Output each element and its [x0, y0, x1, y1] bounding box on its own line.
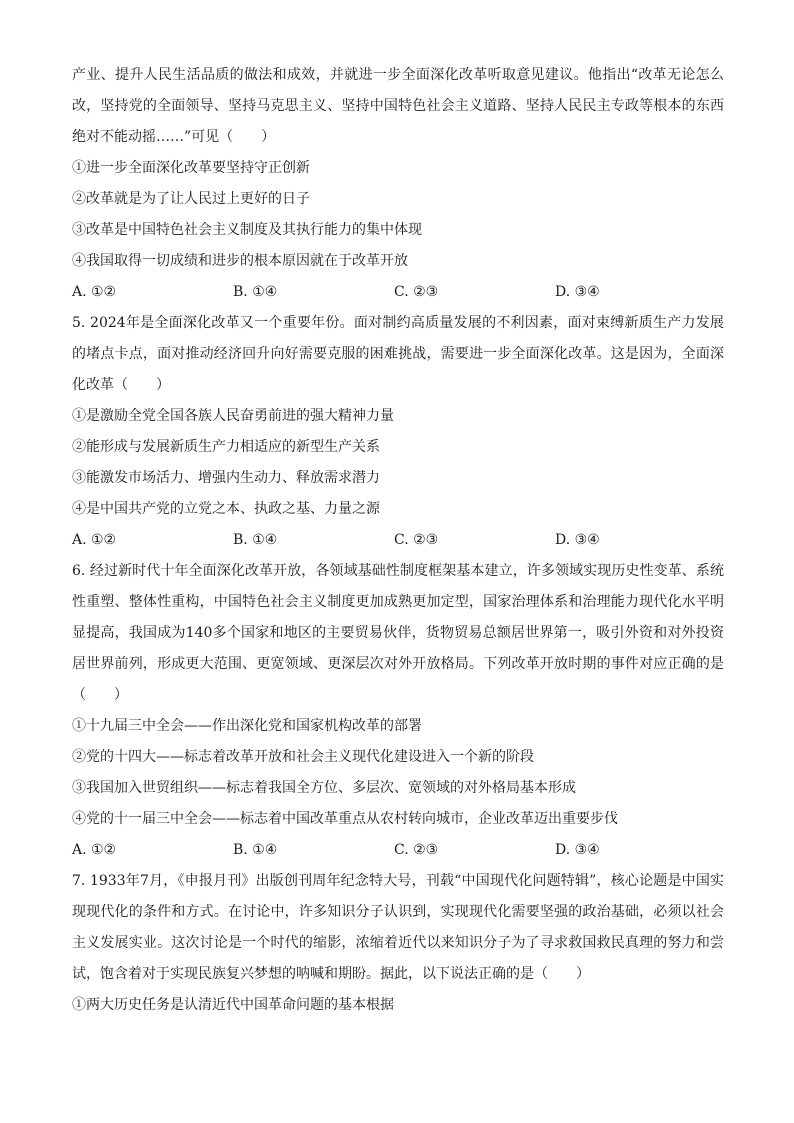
answer-choices: [72, 277, 724, 308]
option-4: ④是中国共产党的立党之本、执政之基、力量之源: [72, 501, 380, 517]
option-3: ③改革是中国特色社会主义制度及其执行能力的集中体现: [72, 222, 422, 238]
choice-d: D. ③④: [555, 532, 600, 548]
option-3: ③能激发市场活力、增强内生动力、释放需求潜力: [72, 470, 380, 486]
question-7: [72, 866, 724, 1021]
question-stem: 6. 经过新时代十年全面深化改革开放，各领域基础性制度框架基本建立，许多领域实现历史性变革、系统性重塑、整体性重构，中国特色社会主义制度更加成熟更加定型，国家治理体系和治理能力现代化水平明显提高，我国成为140多个国家和地区的主要贸易伙伴，货物贸易总额居世界第一，吸引外资和对外投资居世界前列，形成更大范围、更宽领域、更深层次对外开放格局。下列改革开放时期的事件对应正确的是（ ）: [72, 563, 724, 703]
choice-a: A. ①②: [72, 842, 117, 858]
choice-b: B. ①④: [233, 842, 278, 858]
choice-c: C. ②③: [394, 284, 439, 300]
choice-c: C. ②③: [394, 842, 439, 858]
choice-a: A. ①②: [72, 532, 117, 548]
question-stem: 产业、提升人民生活品质的做法和成效，并就进一步全面深化改革听取意见建议。他指出“改革无论怎么改，坚持党的全面领导、坚持马克思主义、坚持中国特色社会主义道路、坚持人民民主专政等根本的东西绝对不能动摇……”可见（ ）: [72, 67, 724, 145]
option-1: ①是激励全党全国各族人民奋勇前进的强大精神力量: [72, 408, 394, 424]
exam-page: [72, 60, 724, 1021]
choice-d: D. ③④: [555, 284, 600, 300]
option-2: ②党的十四大——标志着改革开放和社会主义现代化建设进入一个新的阶段: [72, 749, 534, 765]
question-6: [72, 556, 724, 866]
question-4: [72, 60, 724, 308]
question-stem: 5. 2024年是全面深化改革又一个重要年份。面对制约高质量发展的不利因素，面对束缚新质生产力发展的堵点卡点，面对推动经济回升向好需要克服的困难挑战，需要进一步全面深化改革。这是因为，全面深化改革（ ）: [72, 315, 724, 393]
question-stem: 7. 1933年7月，《申报月刊》出版创刊周年纪念特大号，刊载“中国现代化问题特辑”，核心论题是中国实现现代化的条件和方式。在讨论中，许多知识分子认识到，实现现代化需要坚强的政治基础，必须以社会主义发展实业。这次讨论是一个时代的缩影，浓缩着近代以来知识分子为了寻求救国救民真理的努力和尝试，饱含着对于实现民族复兴梦想的呐喊和期盼。据此，以下说法正确的是（ ）: [72, 873, 724, 982]
choice-d: D. ③④: [555, 842, 600, 858]
choice-b: B. ①④: [233, 284, 278, 300]
choice-c: C. ②③: [394, 532, 439, 548]
option-4: ④我国取得一切成绩和进步的根本原因就在于改革开放: [72, 253, 408, 269]
option-1: ①十九届三中全会——作出深化党和国家机构改革的部署: [72, 718, 422, 734]
option-4: ④党的十一届三中全会——标志着中国改革重点从农村转向城市，企业改革迈出重要步伐: [72, 811, 618, 827]
option-2: ②能形成与发展新质生产力相适应的新型生产关系: [72, 439, 380, 455]
answer-choices: [72, 835, 724, 866]
choice-b: B. ①④: [233, 532, 278, 548]
option-2: ②改革就是为了让人民过上更好的日子: [72, 191, 310, 207]
option-1: ①两大历史任务是认清近代中国革命问题的基本根据: [72, 997, 394, 1013]
choice-a: A. ①②: [72, 284, 117, 300]
option-1: ①进一步全面深化改革要坚持守正创新: [72, 160, 310, 176]
answer-choices: [72, 525, 724, 556]
option-3: ③我国加入世贸组织——标志着我国全方位、多层次、宽领域的对外格局基本形成: [72, 780, 576, 796]
question-5: [72, 308, 724, 556]
